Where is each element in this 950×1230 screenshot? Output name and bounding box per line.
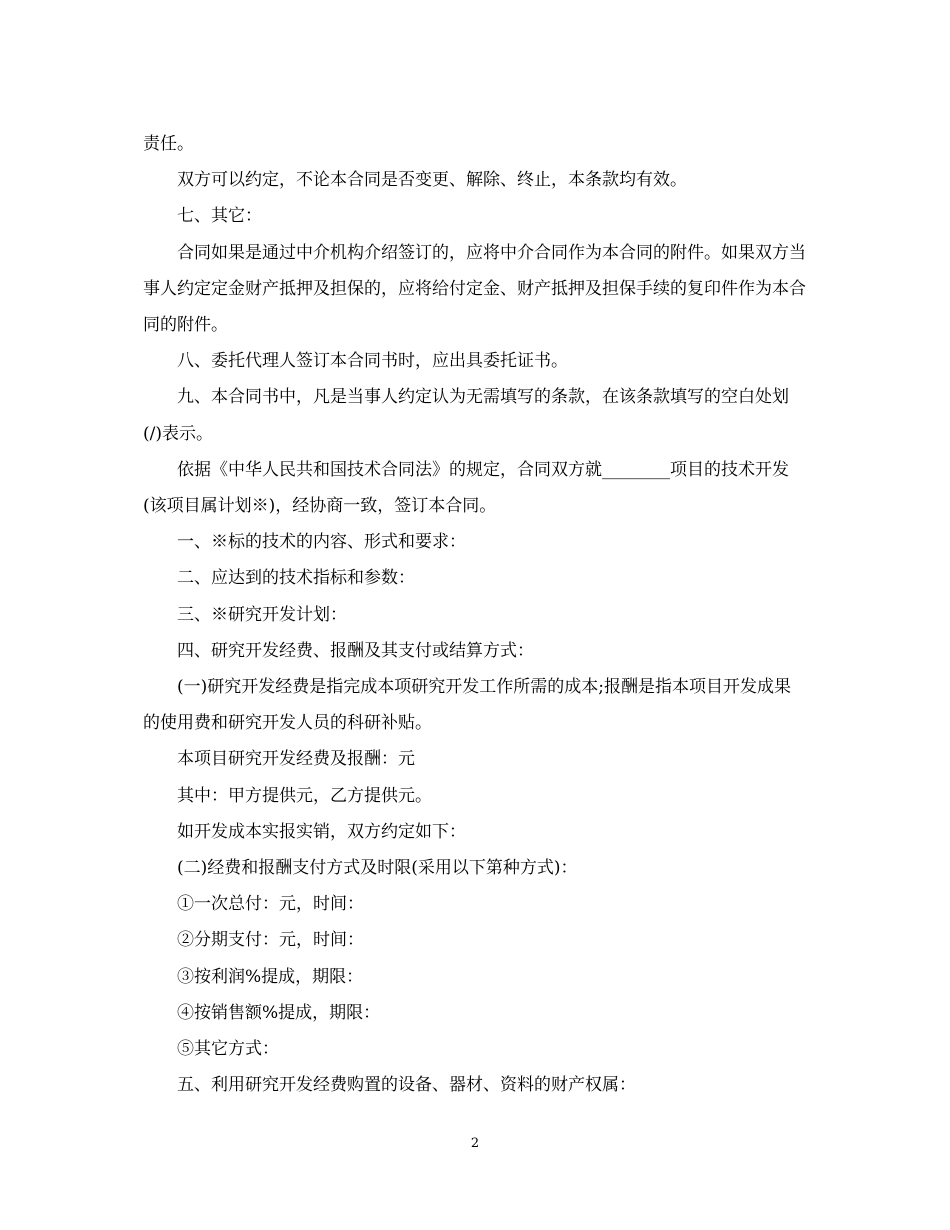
section-heading: 五、利用研究开发经费购置的设备、器材、资料的财产权属： bbox=[177, 1075, 636, 1096]
section-heading: 八、委托代理人签订本合同书时，应出具委托证书。 bbox=[177, 351, 568, 372]
paragraph: (一)研究开发经费是指完成本项研究开发工作所需的成本;报酬是指本项目开发成果的使用费和研究开发人员的科研补贴。 bbox=[143, 677, 791, 734]
section-heading: 二、应达到的技术指标和参数： bbox=[177, 568, 415, 589]
list-item: ①一次总付：元，时间： bbox=[177, 894, 364, 915]
paragraph: 其中：甲方提供元，乙方提供元。 bbox=[177, 785, 432, 806]
section-heading: 四、研究开发经费、报酬及其支付或结算方式： bbox=[177, 640, 534, 661]
list-item: ⑤其它方式： bbox=[177, 1039, 279, 1060]
paragraph: 双方可以约定，不论本合同是否变更、解除、终止，本条款均有效。 bbox=[177, 170, 687, 191]
section-heading: 一、※标的技术的内容、形式和要求： bbox=[177, 532, 466, 553]
list-item: ④按销售额%提成，期限： bbox=[177, 1002, 381, 1023]
section-heading: 七、其它： bbox=[177, 206, 262, 227]
paragraph: 如开发成本实报实销，双方约定如下： bbox=[177, 821, 466, 842]
section-heading: 三、※研究开发计划： bbox=[177, 604, 347, 625]
paragraph: 依据《中华人民共和国技术合同法》的规定，合同双方就________项目的技术开发(该项目属计划※)，经协商一致，签订本合同。 bbox=[143, 459, 789, 517]
paragraph: 本项目研究开发经费及报酬：元 bbox=[177, 749, 415, 770]
paragraph: (二)经费和报酬支付方式及时限(采用以下第种方式)： bbox=[177, 858, 578, 879]
list-item: ②分期支付：元，时间： bbox=[177, 930, 364, 951]
page-number: 2 bbox=[470, 1136, 480, 1151]
list-item: ③按利润%提成，期限： bbox=[177, 966, 364, 987]
document-body bbox=[143, 126, 807, 1103]
section-heading: 九、本合同书中，凡是当事人约定认为无需填写的条款，在该条款填写的空白处划(/)表示。 bbox=[143, 387, 789, 444]
paragraph: 责任。 bbox=[143, 134, 194, 154]
paragraph: 合同如果是通过中介机构介绍签订的，应将中介合同作为本合同的附件。如果双方当事人约定定金财产抵押及担保的，应将给付定金、财产抵押及担保手续的复印件作为本合同的附件。 bbox=[143, 242, 806, 336]
